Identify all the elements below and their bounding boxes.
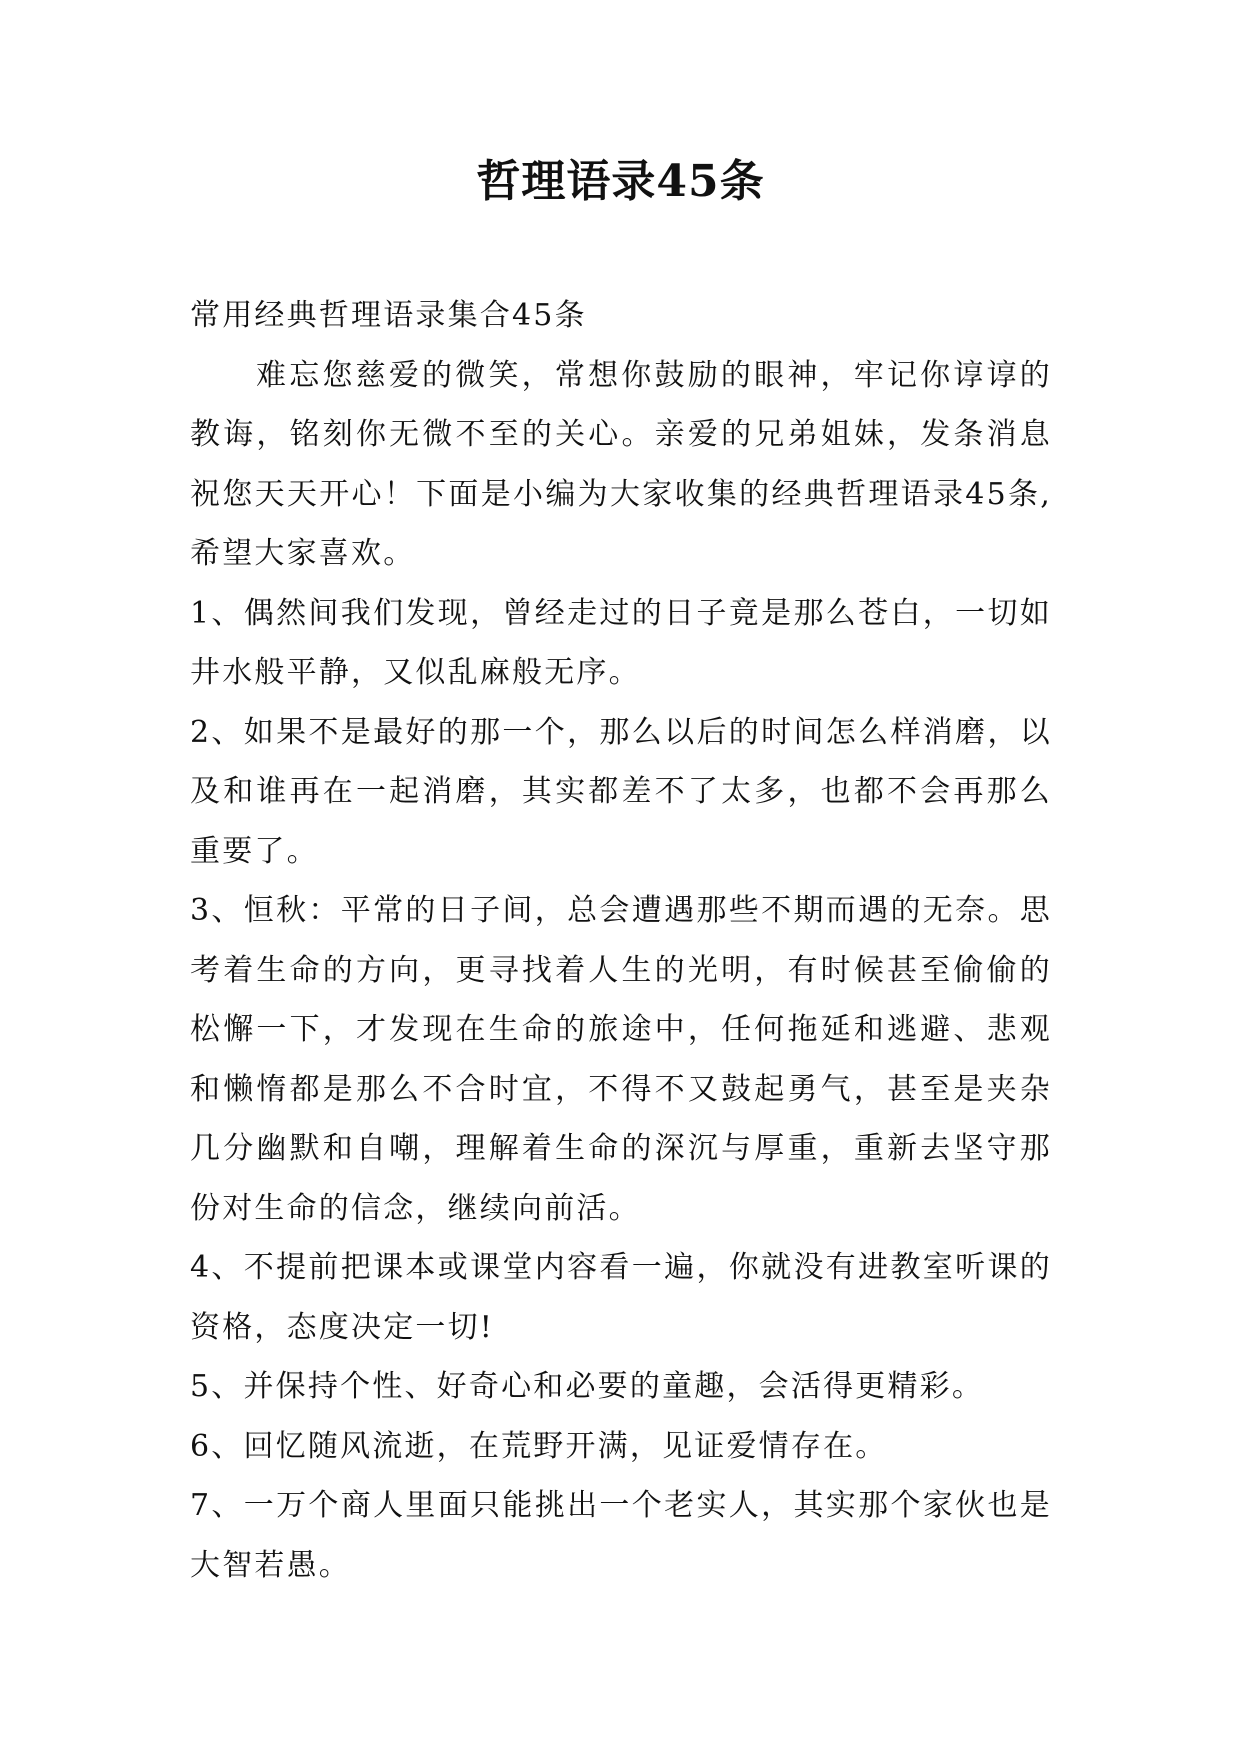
document-body (190, 286, 1052, 1595)
quote-item-7: 7、一万个商人里面只能挑出一个老实人，其实那个家伙也是大智若愚。 (190, 1488, 1052, 1583)
intro-paragraph: 难忘您慈爱的微笑，常想你鼓励的眼神，牢记你谆谆的教诲，铭刻你无微不至的关心。亲爱的兄弟姐妹，发条消息祝您天天开心！下面是小编为大家收集的经典哲理语录45条,希望大家喜欢。 (190, 357, 1052, 571)
quote-item-5: 5、并保持个性、好奇心和必要的童趣，会活得更精彩。 (190, 1369, 985, 1404)
quote-item-4: 4、不提前把课本或课堂内容看一遍，你就没有进教室听课的资格，态度决定一切! (190, 1250, 1052, 1345)
document-subtitle: 常用经典哲理语录集合45条 (190, 298, 587, 333)
quote-item-1: 1、偶然间我们发现，曾经走过的日子竟是那么苍白，一切如井水般平静，又似乱麻般无序。 (190, 595, 1052, 690)
document-title: 哲理语录45条 (476, 156, 765, 207)
quote-item-3: 3、恒秋：平常的日子间，总会遭遇那些不期而遇的无奈。思考着生命的方向，更寻找着人生的光明，有时候甚至偷偷的松懈一下，才发现在生命的旅途中，任何拖延和逃避、悲观和懒惰都是那么不合时宜，不得不又鼓起勇气，甚至是夹杂几分幽默和自嘲，理解着生命的深沉与厚重，重新去坚守那份对生命的信念，继续向前活。 (190, 893, 1052, 1226)
quote-item-2: 2、如果不是最好的那一个，那么以后的时间怎么样消磨，以及和谁再在一起消磨，其实都差不了太多，也都不会再那么重要了。 (190, 714, 1052, 869)
quote-item-6: 6、回忆随风流逝，在荒野开满，见证爱情存在。 (190, 1428, 888, 1464)
